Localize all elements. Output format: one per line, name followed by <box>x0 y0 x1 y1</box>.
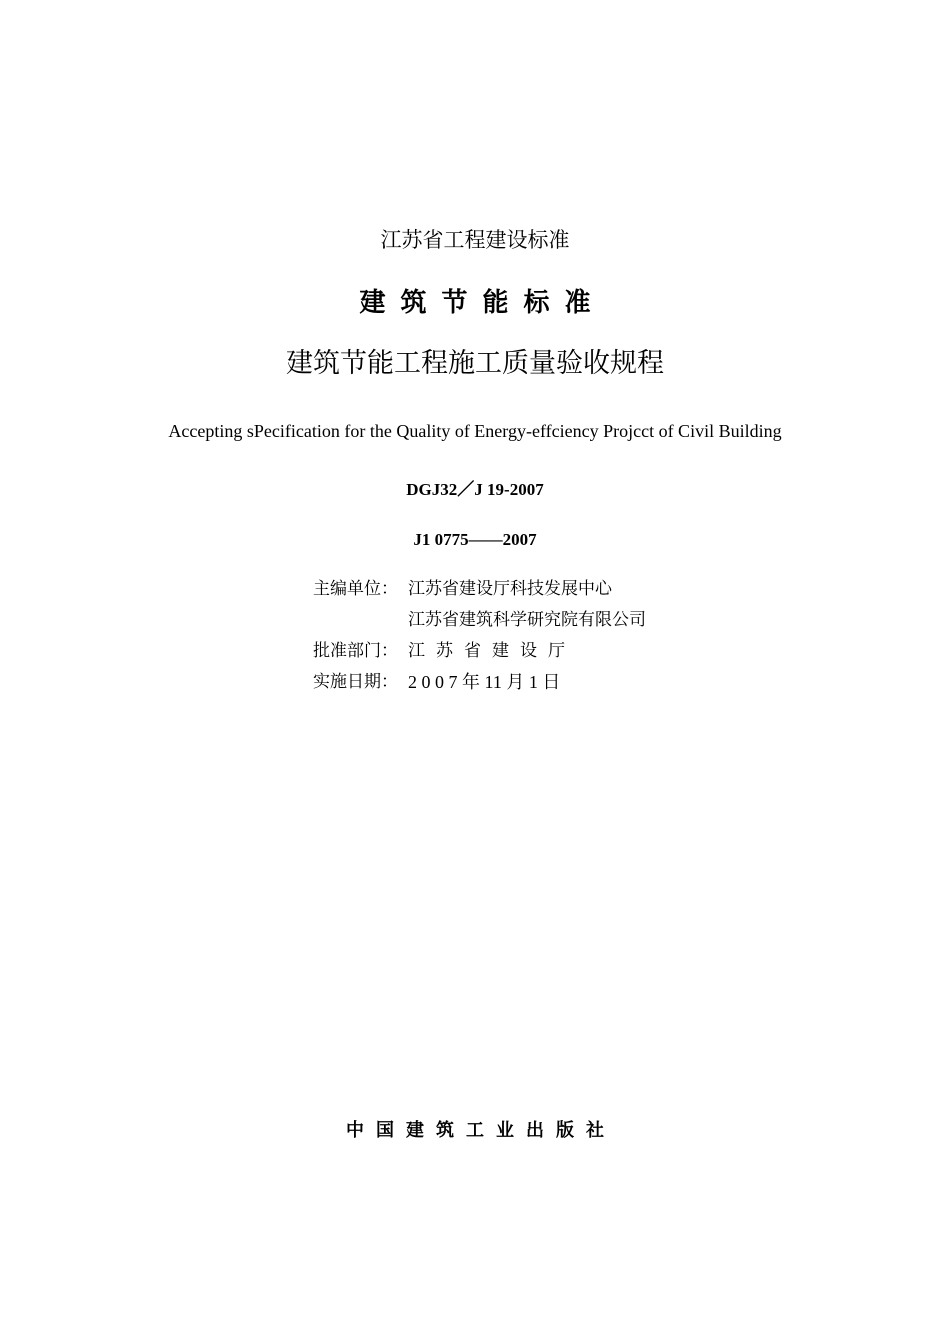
editor-row <box>313 574 646 605</box>
date-row <box>313 667 646 698</box>
main-title: 建筑节能标准 <box>359 288 606 318</box>
date-label: 实施日期： <box>313 672 398 692</box>
editor-label: 主编单位： <box>313 579 398 599</box>
series-title: 江苏省工程建设标准 <box>380 228 570 252</box>
record-code: J1 0775——2007 <box>413 530 537 549</box>
editor-unit-2: 江苏省建筑科学研究院有限公司 <box>408 610 646 630</box>
editor-unit-1: 江苏省建设厅科技发展中心 <box>408 579 612 599</box>
sub-title: 建筑节能工程施工质量验收规程 <box>286 348 664 379</box>
approver-label: 批准部门： <box>313 641 398 661</box>
approver-row <box>313 636 646 667</box>
approver-value: 江苏省建设厅 <box>408 641 576 661</box>
standard-code: DGJ32／J 19-2007 <box>406 480 544 499</box>
publisher: 中国建筑工业出版社 <box>346 1120 616 1141</box>
english-title: Accepting sPecification for the Quality of Energy-effciency Projcct of Civil Building <box>168 421 782 441</box>
editor-row-2 <box>313 605 646 636</box>
date-value: 2 0 0 7 年 11 月 1 日 <box>408 672 561 692</box>
info-block <box>313 574 646 698</box>
